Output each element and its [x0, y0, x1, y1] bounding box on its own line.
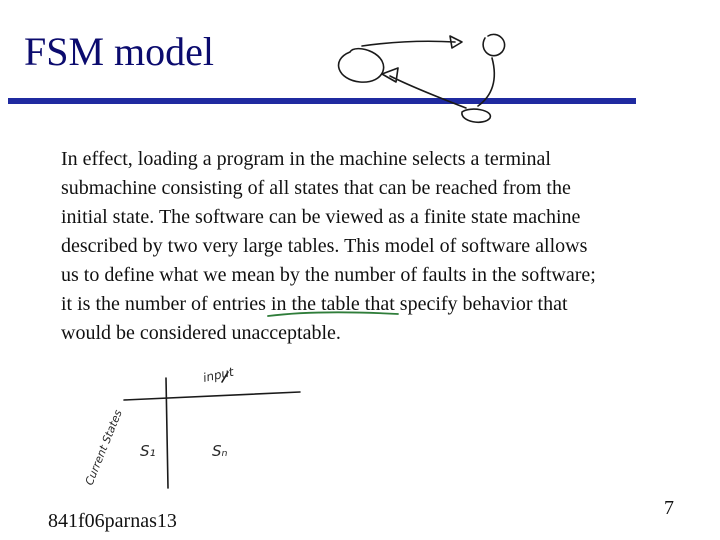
fsm-state-loop	[339, 49, 384, 83]
state-sn-label: Sₙ	[212, 442, 228, 460]
fsm-sketch	[339, 34, 505, 122]
page-number: 7	[664, 497, 674, 519]
input-arrow	[222, 372, 228, 382]
title-divider	[8, 98, 636, 104]
slide-title: FSM model	[24, 29, 215, 74]
fsm-arrowhead-top	[450, 36, 462, 48]
table-vertical-axis	[166, 378, 168, 488]
fsm-arrow-top	[362, 41, 455, 46]
table-horizontal-axis	[124, 392, 300, 400]
state-s1-label: S₁	[140, 442, 156, 460]
input-label: input	[201, 364, 235, 385]
table-sketch	[124, 372, 300, 488]
body-paragraph: In effect, loading a program in the machine selects a terminal submachine consisting of all states that can be reached from the initial state. The software can be viewed as a finite state machine described by two very large tables. This model of software allows us to define what we mean by the number of faults in the software; it is the number of entries in the table that specify behavior that would be considered unacceptable.	[61, 148, 596, 344]
states-axis-label: Current States	[82, 407, 125, 488]
fsm-arrowhead-back	[382, 68, 398, 82]
fsm-state-bottom	[462, 109, 491, 122]
fsm-state-right	[483, 34, 505, 55]
footer-label: 841f06parnas13	[48, 510, 177, 532]
